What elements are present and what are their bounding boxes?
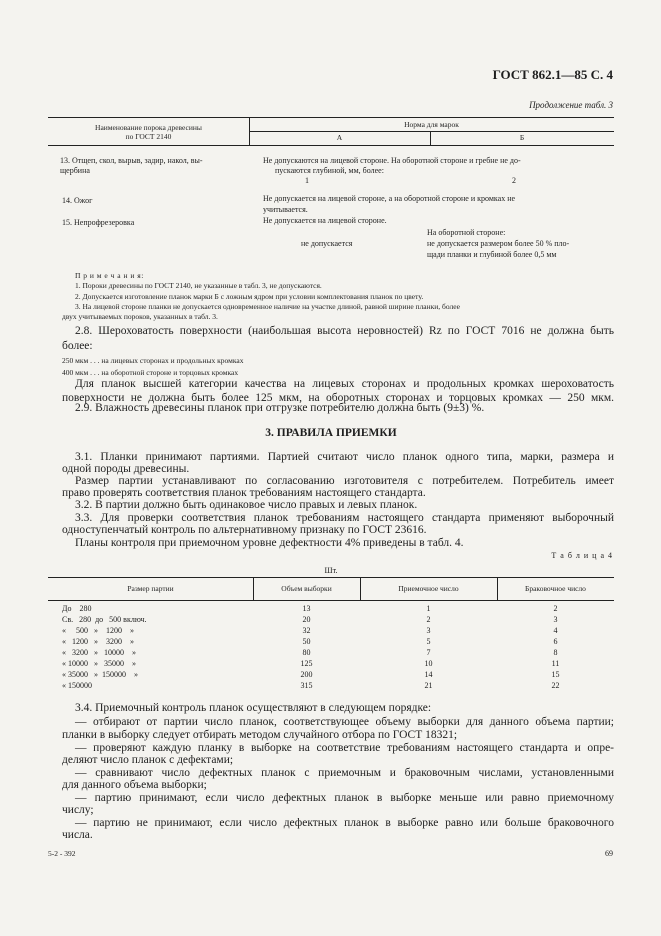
para-3-3-line1: 3.3. Для проверки соответствия планок требованиям настоящего стандарта применяют выборочный: [75, 512, 614, 524]
sample-size-cell: 315: [300, 681, 313, 690]
rejection-number-cell: 3: [553, 615, 558, 624]
para-3-1b-line1: Размер партии устанавливают по согласованию изготовителя с потребителем. Потребитель имеет: [75, 475, 614, 487]
para-3-4-line7: для данного объема выборки;: [62, 779, 207, 791]
table4-header-sample: Объем выборки: [281, 584, 332, 593]
sample-size-cell: 50: [302, 637, 311, 646]
table-header-rule: [48, 145, 614, 146]
row14-name: 14. Ожог: [62, 196, 93, 205]
batch-size-cell: « 3200 » 10000 »: [62, 648, 136, 657]
para-3-4-line5: деляют число планок с дефектами;: [62, 754, 234, 766]
acceptance-number-cell: 2: [426, 615, 431, 624]
acceptance-number-cell: 3: [426, 626, 431, 635]
para-3-1b-line2: право проверять соответствия планок требованиям настоящего стандарта.: [62, 487, 426, 499]
table4-header-reject: Браковочное число: [525, 584, 586, 593]
note-2: 2. Допускается изготовление планок марки Б с ложным ядром при условии комплектования планок по цвету.: [75, 292, 424, 301]
row15-value-b-line1: не допускается размером более 50 % пло-: [427, 239, 570, 248]
table-4-unit: Шт.: [324, 566, 338, 575]
batch-size-cell: Св. 280 до 500 включ.: [62, 615, 147, 624]
sample-size-cell: 80: [302, 648, 311, 657]
batch-size-cell: « 10000 » 35000 »: [62, 659, 136, 668]
notes-title: П р и м е ч а н и я:: [75, 271, 144, 280]
sample-size-cell: 20: [302, 615, 311, 624]
roughness-item-2: 400 мкм . . . на оборотной стороне и торцовых кромках: [62, 368, 239, 377]
para-3-4-line8: — партию принимают, если число дефектных планок в выборке меньше или равно приемочному: [75, 792, 614, 804]
para-3-4-line9: числу;: [62, 804, 94, 816]
rejection-number-cell: 8: [553, 648, 558, 657]
acceptance-number-cell: 1: [426, 604, 431, 613]
row13-text-line2: пускаются глубиной, мм, более:: [275, 166, 384, 175]
footer-code: 5-2 - 392: [48, 849, 76, 858]
col2-header: Норма для марок: [404, 120, 459, 129]
row15-text-line2: На оборотной стороне:: [427, 228, 506, 237]
rejection-number-cell: 6: [553, 637, 558, 646]
rejection-number-cell: 11: [551, 659, 560, 668]
row13-name-line1: 13. Отщеп, скол, вырыв, задир, накол, вы-: [60, 156, 203, 165]
rejection-number-cell: 22: [551, 681, 560, 690]
roughness-item-1: 250 мкм . . . на лицевых сторонах и продольных кромках: [62, 356, 244, 365]
para-3-4-line2: — отбирают от партии число планок, соответствующее объему выборки для данного объема партии;: [75, 716, 614, 728]
note-1: 1. Пороки древесины по ГОСТ 2140, не указанные в табл. 3, не допускаются.: [75, 281, 322, 290]
acceptance-number-cell: 14: [424, 670, 433, 679]
page-number: 69: [605, 849, 613, 858]
row13-value-a: 1: [305, 176, 309, 185]
para-2-8-line4: поверхности не должна быть более 125 мкм, на оборотных сторонах и торцовых кромках — 250 мкм.: [62, 392, 614, 404]
para-3-4-line6: — сравнивают число дефектных планок с приемочным и браковочным числами, установленными: [75, 767, 614, 779]
batch-size-cell: « 150000: [62, 681, 92, 690]
para-3-4-line4: — проверяют каждую планку в выборке на соответствие требованиям настоящего стандарта и опре-: [75, 742, 614, 754]
table4-header-size: Размер партии: [127, 584, 174, 593]
para-3-3b: Планы контроля при приемочном уровне дефектности 4% приведены в табл. 4.: [75, 537, 464, 549]
table4-top-rule: [48, 577, 614, 578]
table-subheader-rule: [249, 131, 614, 132]
row13-text-line1: Не допускаются на лицевой стороне. На оборотной стороне и гребне не до-: [263, 156, 521, 165]
row15-value-a: не допускается: [301, 239, 353, 248]
para-3-4-line10: — партию не принимают, если число дефектных планок в выборке равно или больше браковочного: [75, 817, 614, 829]
row15-name: 15. Непрофрезеровка: [62, 218, 135, 227]
batch-size-cell: « 500 » 1200 »: [62, 626, 134, 635]
para-3-3-line2: одноступенчатый контроль по альтернативному признаку по ГОСТ 23616.: [62, 524, 427, 536]
para-3-2: 3.2. В партии должно быть одинаковое число правых и левых планок.: [75, 499, 418, 511]
rejection-number-cell: 15: [551, 670, 560, 679]
col1-header-line1: Наименование порока древесины: [95, 123, 202, 132]
table-continuation-label: Продолжение табл. 3: [529, 100, 613, 110]
sample-size-cell: 200: [300, 670, 313, 679]
sample-size-cell: 125: [300, 659, 313, 668]
row15-text-line1: Не допускается на лицевой стороне.: [263, 216, 387, 225]
acceptance-number-cell: 21: [424, 681, 433, 690]
row14-text-line2: учитывается.: [263, 205, 308, 214]
row13-value-b: 2: [512, 176, 516, 185]
para-3-4-line11: числа.: [62, 829, 93, 841]
col1-header-line2: по ГОСТ 2140: [125, 132, 172, 141]
note-3-cont: двух учитываемых пороков, указанных в табл. 3.: [62, 312, 218, 321]
table-4-label: Т а б л и ц а 4: [551, 551, 613, 560]
rejection-number-cell: 4: [553, 626, 558, 635]
para-3-1-line1: 3.1. Планки принимают партиями. Партией считают число планок одного типа, марки, размера и: [75, 451, 614, 463]
batch-size-cell: До 280: [62, 604, 92, 613]
mark-b-header: Б: [519, 133, 525, 142]
para-3-4-line1: 3.4. Приемочный контроль планок осуществляют в следующем порядке:: [75, 702, 432, 714]
para-2-9: 2.9. Влажность древесины планок при отгрузке потребителю должна быть (9±3) %.: [75, 402, 485, 414]
row14-text-line1: Не допускается на лицевой стороне, а на оборотной стороне и кромках не: [263, 194, 516, 203]
acceptance-number-cell: 5: [426, 637, 431, 646]
sample-size-cell: 32: [302, 626, 311, 635]
mark-a-header: А: [336, 133, 343, 142]
batch-size-cell: « 1200 » 3200 »: [62, 637, 134, 646]
acceptance-number-cell: 10: [424, 659, 433, 668]
para-3-4-line3: планки в выборку следует отбирать методом случайного отбора по ГОСТ 18321;: [62, 729, 458, 741]
table-top-rule: [48, 117, 614, 118]
section-3-title: 3. ПРАВИЛА ПРИЕМКИ: [265, 427, 397, 439]
page-header-title: ГОСТ 862.1—85 С. 4: [492, 67, 613, 82]
table4-header-rule: [48, 600, 614, 601]
table4-header-accept: Приемочное число: [398, 584, 459, 593]
para-2-8-line2: более:: [62, 340, 93, 352]
row15-value-b-line2: щади планки и глубиной более 0,5 мм: [427, 250, 557, 259]
para-2-8-line3: Для планок высшей категории качества на лицевых сторонах и продольных кромках шероховатость: [75, 378, 614, 390]
batch-size-cell: « 35000 » 150000 »: [62, 670, 138, 679]
row13-name-line2: щербина: [60, 166, 90, 175]
rejection-number-cell: 2: [553, 604, 558, 613]
note-3: 3. На лицевой стороне планки не допускается одновременное наличие на участке длиной, равной ширине планки, более: [75, 302, 460, 311]
para-3-1-line2: одной породы древесины.: [62, 463, 190, 475]
para-2-8-line1: 2.8. Шероховатость поверхности (наибольшая высота неровностей) Rz по ГОСТ 7016 не должна быть: [75, 325, 614, 337]
sample-size-cell: 13: [302, 604, 311, 613]
acceptance-number-cell: 7: [426, 648, 431, 657]
